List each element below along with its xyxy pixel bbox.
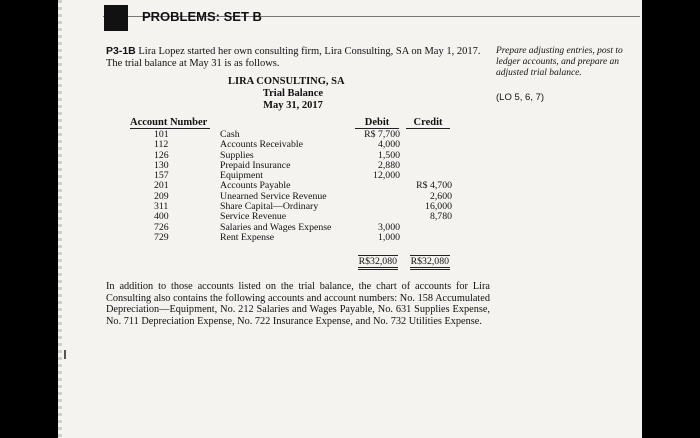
- credit-amount: 8,780: [429, 211, 452, 223]
- textbook-page: [58, 0, 642, 438]
- account-number: 201: [154, 180, 169, 192]
- debit-amount: 1,000: [377, 231, 400, 243]
- table-row: [154, 130, 454, 140]
- account-name: Unearned Service Revenue: [220, 190, 327, 202]
- account-name: Salaries and Wages Expense: [220, 221, 332, 233]
- credit-header: Credit: [406, 117, 450, 129]
- credit-amount: [400, 140, 452, 150]
- debit-amount: [354, 192, 400, 202]
- section-title: PROBLEMS: SET B: [142, 9, 262, 24]
- account-name: Prepaid Insurance: [220, 159, 291, 171]
- table-row: [154, 223, 454, 233]
- table-row: [154, 202, 454, 212]
- credit-amount: 16,000: [425, 201, 452, 213]
- account-name: Service Revenue: [220, 211, 287, 223]
- credit-amount: [400, 151, 452, 161]
- account-number: 311: [154, 201, 169, 213]
- table-row: [154, 151, 454, 161]
- table-row: [154, 171, 454, 181]
- account-number: 400: [154, 211, 169, 223]
- credit-amount: [400, 223, 452, 233]
- account-number: 729: [154, 231, 169, 243]
- learning-objectives: (LO 5, 6, 7): [496, 92, 545, 103]
- debit-amount: R$ 7,700: [364, 129, 400, 140]
- account-number: 130: [154, 159, 169, 171]
- credit-amount: [400, 161, 452, 171]
- problem-id: P3-1B: [106, 45, 136, 57]
- statement-name: Trial Balance: [262, 88, 324, 99]
- account-number: 112: [154, 139, 169, 151]
- account-number: 101: [154, 129, 169, 140]
- credit-amount: [400, 130, 452, 140]
- account-name: Accounts Payable: [220, 180, 291, 192]
- credit-amount: R$ 4,700: [416, 180, 452, 192]
- account-name: Equipment: [220, 170, 263, 182]
- debit-amount: [354, 181, 400, 191]
- header-block: [104, 5, 128, 31]
- problem-intro: [106, 45, 486, 70]
- additional-accounts-paragraph: In addition to those accounts listed on the trial balance, the chart of accounts for Lira Consulting also contains the following accounts and account numbers: No. 158 Accumulated Depreciation—Equipment, No. 212 Salaries and Wages Payable, No. 631 Supplies Expense, No. 711 Depreciation Expense, No. 722 Insurance Expense, and No. 732 Utilities Expense.: [106, 281, 490, 327]
- total-debit: R$32,080: [358, 255, 398, 270]
- table-row: [154, 233, 454, 243]
- statement-date: May 31, 2017: [263, 100, 323, 111]
- account-name: Share Capital—Ordinary: [220, 201, 319, 213]
- debit-amount: 12,000: [373, 170, 400, 182]
- account-number-header: Account Number: [130, 117, 210, 129]
- credit-amount: [400, 233, 452, 243]
- table-row: [154, 161, 454, 171]
- page-mark: [64, 350, 66, 359]
- account-name: Supplies: [220, 149, 254, 161]
- debit-amount: 3,000: [377, 221, 400, 233]
- account-number: 157: [154, 170, 169, 182]
- account-number: 209: [154, 190, 169, 202]
- trial-balance-rows: [154, 130, 454, 243]
- table-row: [154, 140, 454, 150]
- problem-text: Lira Lopez started her own consulting firm, Lira Consulting, SA on May 1, 2017. The trial balance at May 31 is as follows.: [106, 46, 481, 69]
- debit-header: Debit: [355, 117, 399, 129]
- account-name: Cash: [220, 129, 240, 140]
- credit-amount: 2,600: [429, 190, 452, 202]
- total-credit: R$32,080: [410, 255, 450, 270]
- account-name: Rent Expense: [220, 231, 275, 243]
- trial-balance-totals: [354, 256, 454, 267]
- account-name: Accounts Receivable: [220, 139, 303, 151]
- debit-amount: 1,500: [377, 149, 400, 161]
- debit-amount: 2,880: [377, 159, 400, 171]
- trial-balance-heading: [228, 76, 358, 112]
- debit-amount: 4,000: [377, 139, 400, 151]
- account-number: 126: [154, 149, 169, 161]
- company-name: LIRA CONSULTING, SA: [228, 76, 345, 87]
- page-edge: [58, 0, 62, 438]
- side-instructions: Prepare adjusting entries, post to ledger accounts, and prepare an adjusted trial balance.: [496, 46, 623, 78]
- debit-amount: [354, 202, 400, 212]
- account-number: 726: [154, 221, 169, 233]
